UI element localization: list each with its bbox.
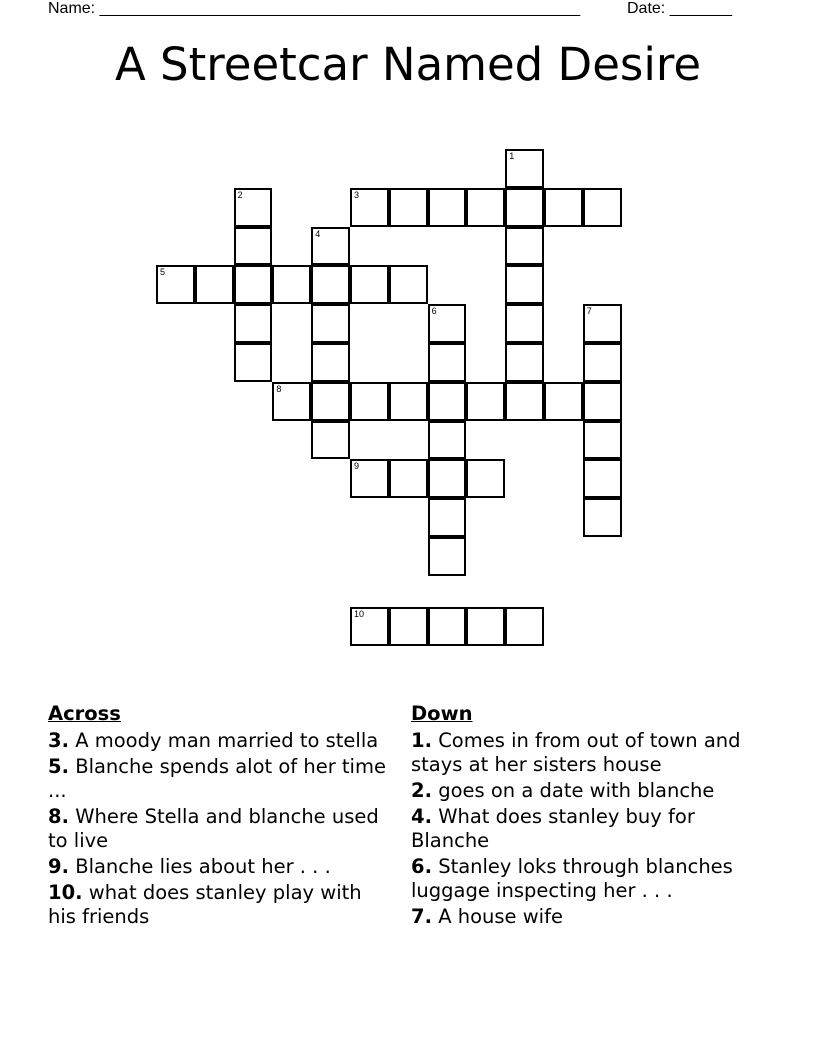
across-clue bbox=[48, 729, 393, 753]
grid-cell[interactable] bbox=[583, 188, 622, 227]
clue-number: 8 bbox=[276, 383, 282, 394]
down-clues bbox=[411, 702, 771, 931]
grid-cell[interactable] bbox=[505, 149, 544, 188]
grid-cell[interactable] bbox=[389, 188, 428, 227]
grid-cell[interactable] bbox=[272, 265, 311, 304]
grid-cell[interactable] bbox=[505, 188, 544, 227]
clue-number: 9 bbox=[354, 461, 360, 472]
across-clues bbox=[48, 702, 393, 931]
grid-cell[interactable] bbox=[428, 537, 467, 576]
clue-num: 7. bbox=[411, 905, 432, 928]
clue-number: 3 bbox=[354, 189, 360, 200]
grid-cell[interactable] bbox=[350, 382, 389, 421]
grid-cell[interactable] bbox=[466, 607, 505, 646]
clue-num: 4. bbox=[411, 805, 432, 828]
down-heading: Down bbox=[411, 702, 473, 725]
page-title: A Streetcar Named Desire bbox=[114, 38, 702, 91]
grid-cell[interactable] bbox=[234, 265, 273, 304]
clue-text: Stanley loks through blanches luggage inspecting her . . . bbox=[411, 855, 733, 902]
grid-cell[interactable] bbox=[505, 227, 544, 266]
grid-cell[interactable] bbox=[583, 421, 622, 460]
grid-cell[interactable] bbox=[428, 498, 467, 537]
grid-cell[interactable] bbox=[428, 343, 467, 382]
grid-cell[interactable] bbox=[311, 343, 350, 382]
clue-text: goes on a date with blanche bbox=[438, 779, 715, 802]
down-clue bbox=[411, 779, 771, 803]
grid-cell[interactable] bbox=[544, 382, 583, 421]
grid-cell[interactable] bbox=[234, 227, 273, 266]
across-clue bbox=[48, 805, 393, 853]
grid-cell[interactable] bbox=[311, 265, 350, 304]
clue-text: What does stanley buy for Blanche bbox=[411, 805, 695, 852]
clue-number: 2 bbox=[237, 189, 243, 200]
grid-cell[interactable] bbox=[156, 265, 195, 304]
clue-number: 6 bbox=[431, 306, 437, 317]
grid-cell[interactable] bbox=[195, 265, 234, 304]
grid-cell[interactable] bbox=[234, 343, 273, 382]
grid-cell[interactable] bbox=[583, 382, 622, 421]
grid-cell[interactable] bbox=[350, 265, 389, 304]
grid-cell[interactable] bbox=[389, 607, 428, 646]
clue-number: 5 bbox=[160, 267, 166, 278]
clue-num: 5. bbox=[48, 755, 69, 778]
down-clue bbox=[411, 805, 771, 853]
grid-cell[interactable] bbox=[505, 382, 544, 421]
grid-cell[interactable] bbox=[505, 607, 544, 646]
grid-cell[interactable] bbox=[505, 343, 544, 382]
clue-num: 1. bbox=[411, 729, 432, 752]
grid-cell[interactable] bbox=[350, 607, 389, 646]
clue-text: A moody man married to stella bbox=[75, 729, 379, 752]
grid-cell[interactable] bbox=[428, 421, 467, 460]
grid-cell[interactable] bbox=[311, 382, 350, 421]
clue-text: Blanche lies about her . . . bbox=[75, 855, 331, 878]
grid-cell[interactable] bbox=[428, 459, 467, 498]
grid-cell[interactable] bbox=[428, 304, 467, 343]
grid-cell[interactable] bbox=[583, 498, 622, 537]
grid-cell[interactable] bbox=[311, 304, 350, 343]
clue-num: 3. bbox=[48, 729, 69, 752]
grid-cell[interactable] bbox=[272, 382, 311, 421]
grid-cell[interactable] bbox=[389, 265, 428, 304]
across-clue bbox=[48, 755, 393, 803]
grid-cell[interactable] bbox=[428, 188, 467, 227]
grid-cell[interactable] bbox=[466, 188, 505, 227]
grid-cell[interactable] bbox=[544, 188, 583, 227]
grid-cell[interactable] bbox=[505, 304, 544, 343]
across-heading: Across bbox=[48, 702, 121, 725]
grid-cell[interactable] bbox=[350, 459, 389, 498]
clue-number: 10 bbox=[354, 608, 365, 619]
grid-cell[interactable] bbox=[583, 304, 622, 343]
across-clue bbox=[48, 855, 393, 879]
grid-cell[interactable] bbox=[234, 188, 273, 227]
clue-num: 6. bbox=[411, 855, 432, 878]
grid-cell[interactable] bbox=[505, 265, 544, 304]
clue-num: 2. bbox=[411, 779, 432, 802]
clue-text: Blanche spends alot of her time ... bbox=[48, 755, 386, 802]
grid-cell[interactable] bbox=[350, 188, 389, 227]
clue-number: 4 bbox=[315, 228, 321, 239]
clue-number: 1 bbox=[509, 151, 515, 161]
down-clue bbox=[411, 729, 771, 777]
grid-cell[interactable] bbox=[311, 421, 350, 460]
grid-cell[interactable] bbox=[466, 382, 505, 421]
grid-cell[interactable] bbox=[466, 459, 505, 498]
clue-text: A house wife bbox=[438, 905, 563, 928]
date-field[interactable]: Date: _______ bbox=[627, 0, 732, 17]
grid-cell[interactable] bbox=[311, 227, 350, 266]
grid-cell[interactable] bbox=[389, 382, 428, 421]
down-clue bbox=[411, 855, 771, 903]
clue-text: Where Stella and blanche used to live bbox=[48, 805, 379, 852]
clue-text: what does stanley play with his friends bbox=[48, 881, 362, 928]
down-clue bbox=[411, 905, 771, 929]
across-clue bbox=[48, 881, 393, 929]
clue-number: 7 bbox=[586, 306, 592, 317]
grid-cell[interactable] bbox=[583, 459, 622, 498]
grid-cell[interactable] bbox=[583, 343, 622, 382]
clue-text: Comes in from out of town and stays at her sisters house bbox=[411, 729, 741, 776]
clue-num: 10. bbox=[48, 881, 83, 904]
grid-cell[interactable] bbox=[428, 607, 467, 646]
clue-num: 8. bbox=[48, 805, 69, 828]
grid-cell[interactable] bbox=[428, 382, 467, 421]
name-field[interactable]: Name: ______________________________________________________ bbox=[48, 0, 581, 17]
grid-cell[interactable] bbox=[234, 304, 273, 343]
clue-num: 9. bbox=[48, 855, 69, 878]
grid-cell[interactable] bbox=[389, 459, 428, 498]
